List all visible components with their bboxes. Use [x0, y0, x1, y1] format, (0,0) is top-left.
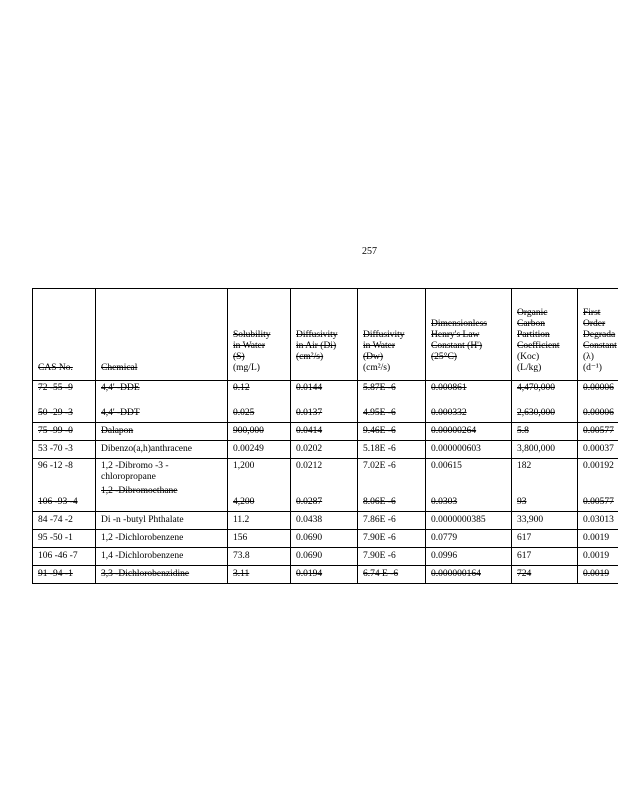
table-row	[33, 441, 618, 459]
header-diffusivity-air: Diffusivity in Air (Di) (cm²/s)	[291, 289, 358, 381]
header-decay-constant: First Order Degrada Constant (λ) (d⁻¹)	[578, 289, 618, 381]
chemical-properties-table	[32, 288, 618, 584]
koc-cell: 4,470,000 2,630,000	[512, 381, 578, 423]
henry-cell: 0.00000264	[426, 423, 512, 441]
table-row	[33, 530, 618, 548]
diffusivity-water-cell: 7.86E -6	[358, 512, 426, 530]
chemical-cell: 3,3 -Dichlorobenzidine	[96, 566, 228, 584]
koc-cell: 617	[512, 548, 578, 566]
header-henry-constant: Dimensionless Henry's Law Constant (H') (25°C)	[426, 289, 512, 381]
decay-cell: 0.0019	[578, 548, 618, 566]
solubility-cell: 156	[228, 530, 291, 548]
koc-cell: 617	[512, 530, 578, 548]
header-koc: Organic Carbon Partition Coefficient (Koc) (L/kg)	[512, 289, 578, 381]
solubility-cell: 0.12 0.025	[228, 381, 291, 423]
cas-cell: 75 -99 -0	[33, 423, 96, 441]
decay-cell: 0.00577	[578, 423, 618, 441]
koc-cell: 724	[512, 566, 578, 584]
diffusivity-water-cell: 5.18E -6	[358, 441, 426, 459]
diffusivity-air-cell: 0.0144 0.0137	[291, 381, 358, 423]
decay-cell: 0.00006 0.00006	[578, 381, 618, 423]
chemical-cell: Dalapon	[96, 423, 228, 441]
henry-cell: 0.000000164	[426, 566, 512, 584]
table-container	[0, 288, 618, 623]
header-solubility: Solubility in Water (S) (mg/L)	[228, 289, 291, 381]
chemical-cell: 4,4' -DDE 4,4' -DDT	[96, 381, 228, 423]
henry-cell: 0.00615 0.0303	[426, 459, 512, 512]
diffusivity-water-cell: 7.02E -6 8.06E -6	[358, 459, 426, 512]
henry-cell: 0.000861 0.000332	[426, 381, 512, 423]
cas-cell: 72 -55 -9 50 -29 -3	[33, 381, 96, 423]
solubility-cell: 11.2	[228, 512, 291, 530]
solubility-cell: 1,200 4,200	[228, 459, 291, 512]
diffusivity-air-cell: 0.0194	[291, 566, 358, 584]
table-row	[33, 423, 618, 441]
decay-cell: 0.00037	[578, 441, 618, 459]
page-number: 257	[362, 246, 377, 257]
header-cas: CAS No.	[33, 289, 96, 381]
diffusivity-water-cell: 9.46E -6	[358, 423, 426, 441]
solubility-cell: 0.00249	[228, 441, 291, 459]
diffusivity-air-cell: 0.0438	[291, 512, 358, 530]
diffusivity-air-cell: 0.0202	[291, 441, 358, 459]
diffusivity-air-cell: 0.0690	[291, 548, 358, 566]
henry-cell: 0.0000000385	[426, 512, 512, 530]
cas-cell: 96 -12 -8 106 -93 -4	[33, 459, 96, 512]
koc-cell: 3,800,000	[512, 441, 578, 459]
koc-cell: 5.8	[512, 423, 578, 441]
decay-cell: 0.03013	[578, 512, 618, 530]
solubility-cell: 73.8	[228, 548, 291, 566]
henry-cell: 0.0996	[426, 548, 512, 566]
diffusivity-air-cell: 0.0690	[291, 530, 358, 548]
cas-cell: 106 -46 -7	[33, 548, 96, 566]
decay-cell: 0.00192 0.00577	[578, 459, 618, 512]
koc-cell: 182 93	[512, 459, 578, 512]
table-row	[33, 512, 618, 530]
diffusivity-water-cell: 6.74 E -6	[358, 566, 426, 584]
table-row	[33, 381, 618, 423]
diffusivity-water-cell: 7.90E -6	[358, 548, 426, 566]
cas-cell: 95 -50 -1	[33, 530, 96, 548]
koc-cell: 33,900	[512, 512, 578, 530]
table-row	[33, 548, 618, 566]
table-row	[33, 566, 618, 584]
table-row	[33, 459, 618, 512]
decay-cell: 0.0019	[578, 566, 618, 584]
henry-cell: 0.000000603	[426, 441, 512, 459]
cas-cell: 84 -74 -2	[33, 512, 96, 530]
chemical-cell: 1,2 -Dichlorobenzene	[96, 530, 228, 548]
cas-cell: 53 -70 -3	[33, 441, 96, 459]
chemical-cell: Di -n -butyl Phthalate	[96, 512, 228, 530]
header-chemical: Chemical	[96, 289, 228, 381]
header-row	[33, 289, 618, 381]
cas-cell: 91 -94 -1	[33, 566, 96, 584]
decay-cell: 0.0019	[578, 530, 618, 548]
solubility-cell: 3.11	[228, 566, 291, 584]
diffusivity-air-cell: 0.0414	[291, 423, 358, 441]
header-diffusivity-water: Diffusivity in Water (Dw) (cm²/s)	[358, 289, 426, 381]
solubility-cell: 900,000	[228, 423, 291, 441]
diffusivity-water-cell: 7.90E -6	[358, 530, 426, 548]
chemical-cell: Dibenzo(a,h)anthracene	[96, 441, 228, 459]
henry-cell: 0.0779	[426, 530, 512, 548]
diffusivity-water-cell: 5.87E -6 4.95E -6	[358, 381, 426, 423]
chemical-cell: 1,2 -Dibromo -3 - chloropropane 1,2 -Dibromoethane	[96, 459, 228, 512]
chemical-cell: 1,4 -Dichlorobenzene	[96, 548, 228, 566]
diffusivity-air-cell: 0.0212 0.0287	[291, 459, 358, 512]
